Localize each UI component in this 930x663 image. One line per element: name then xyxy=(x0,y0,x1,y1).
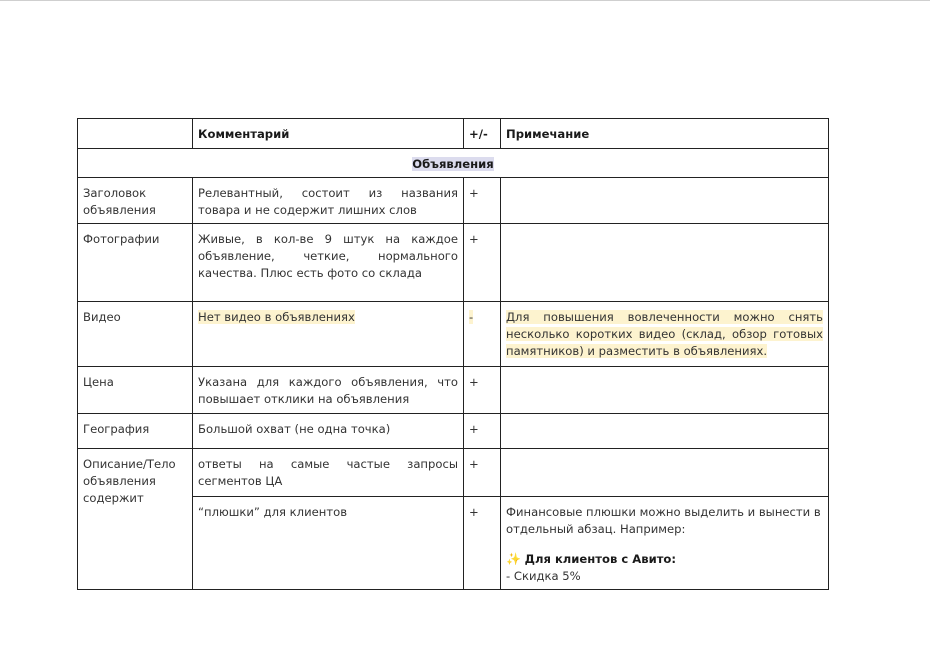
note-item: - Скидка 5% xyxy=(506,569,581,583)
header-plus-minus: +/- xyxy=(464,119,501,149)
section-title: Объявления xyxy=(412,157,494,171)
note-bold-line xyxy=(506,551,823,568)
row-comment-cell xyxy=(193,302,464,367)
row-mark: + xyxy=(464,178,501,224)
header-empty-cell xyxy=(78,119,193,149)
row-mark: + xyxy=(464,224,501,302)
note-spacer xyxy=(506,538,823,551)
table-row xyxy=(78,302,829,367)
table-row xyxy=(78,367,829,414)
row-comment: Нет видео в объявлениях xyxy=(198,310,355,324)
header-note: Примечание xyxy=(501,119,829,149)
row-mark: + xyxy=(464,367,501,414)
row-mark: + xyxy=(464,497,501,590)
row-comment: “плюшки” для клиентов xyxy=(193,497,464,590)
table-header-row xyxy=(78,119,829,149)
row-comment: Большой охват (не одна точка) xyxy=(193,414,464,449)
row-comment: Указана для каждого объявления, что повышает отклики на объявления xyxy=(193,367,464,414)
row-note-cell xyxy=(501,302,829,367)
page-top-border xyxy=(0,0,930,1)
row-note xyxy=(501,367,829,414)
row-label: Цена xyxy=(78,367,193,414)
table-row xyxy=(78,178,829,224)
row-comment: Релевантный, состоит из названия товара и не содержит лишних слов xyxy=(193,178,464,224)
row-comment: Живые, в кол-ве 9 штук на каждое объявление, четкие, нормального качества. Плюс есть фото со склада xyxy=(193,224,464,302)
row-note-cell xyxy=(501,497,829,590)
row-note xyxy=(501,224,829,302)
section-row xyxy=(78,149,829,178)
row-mark: + xyxy=(464,449,501,497)
row-label: Описание/Тело объявления содержит xyxy=(78,449,193,590)
audit-table xyxy=(77,118,829,590)
section-cell xyxy=(78,149,829,178)
header-comment: Комментарий xyxy=(193,119,464,149)
row-note xyxy=(501,178,829,224)
row-label: Заголовок объявления xyxy=(78,178,193,224)
row-note: Для повышения вовлеченности можно снять несколько коротких видео (склад, обзор готовых памятников) и разместить в объявлениях. xyxy=(506,310,823,358)
row-label: Видео xyxy=(78,302,193,367)
table-row xyxy=(78,449,829,497)
row-note xyxy=(501,414,829,449)
row-label: Фотографии xyxy=(78,224,193,302)
row-mark-cell xyxy=(464,302,501,367)
row-mark: + xyxy=(464,414,501,449)
table-row xyxy=(78,414,829,449)
row-note xyxy=(501,449,829,497)
sparkle-icon: ✨ xyxy=(506,552,521,566)
table-row xyxy=(78,224,829,302)
note-intro: Финансовые плюшки можно выделить и вынести в отдельный абзац. Например: xyxy=(506,505,821,536)
row-mark: - xyxy=(469,310,474,324)
row-label: География xyxy=(78,414,193,449)
note-bold: Для клиентов с Авито: xyxy=(524,552,677,566)
row-comment: ответы на самые частые запросы сегментов ЦА xyxy=(193,449,464,497)
